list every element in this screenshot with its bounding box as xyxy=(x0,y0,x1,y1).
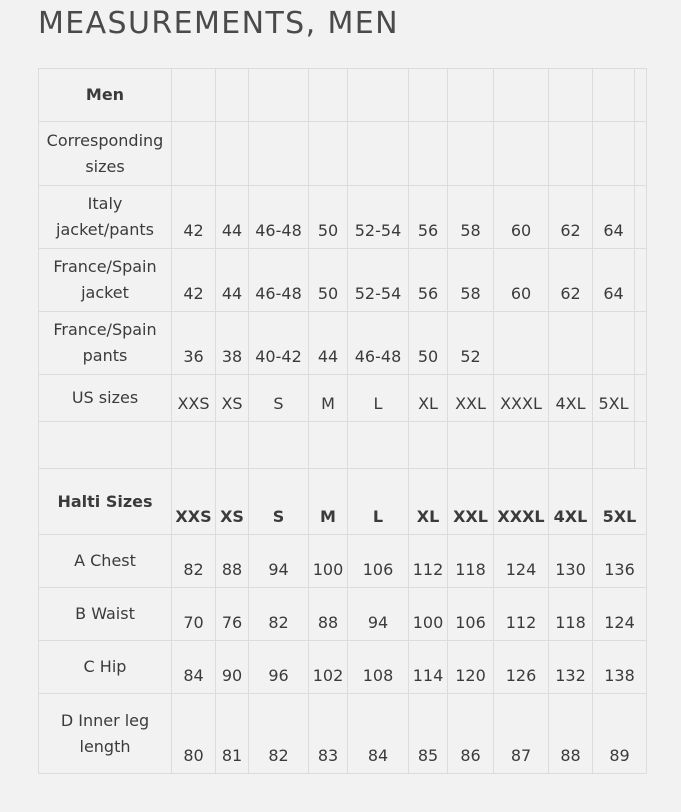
table-cell xyxy=(448,69,494,122)
table-cell: 118 xyxy=(549,588,593,641)
table-cell: 46-48 xyxy=(249,249,309,312)
table-cell xyxy=(635,69,647,122)
table-cell: XXL xyxy=(448,469,494,535)
table-cell: 42 xyxy=(172,249,216,312)
table-cell xyxy=(448,422,494,469)
table-cell: 38 xyxy=(216,312,249,375)
table-cell: 52-54 xyxy=(348,186,409,249)
row-label-text: Italy jacket/pants xyxy=(56,194,154,239)
table-cell xyxy=(494,69,549,122)
table-cell xyxy=(494,312,549,375)
row-label xyxy=(39,422,172,469)
table-cell xyxy=(249,69,309,122)
table-cell: XXL xyxy=(448,375,494,422)
table-cell: 82 xyxy=(249,694,309,774)
table-cell: 88 xyxy=(216,535,249,588)
table-cell xyxy=(494,422,549,469)
row-label-text: France/Spain jacket xyxy=(53,257,157,302)
table-cell: 126 xyxy=(494,641,549,694)
table-cell: 94 xyxy=(348,588,409,641)
table-cell: 70 xyxy=(172,588,216,641)
table-cell: 56 xyxy=(409,249,448,312)
table-cell xyxy=(635,186,647,249)
row-label-text: D Inner leg length xyxy=(60,710,150,756)
row-label-text: France/Spain pants xyxy=(53,320,157,365)
table-cell: 52 xyxy=(448,312,494,375)
row-label-text: Halti Sizes xyxy=(57,491,153,511)
table-cell: 130 xyxy=(549,535,593,588)
table-cell: 42 xyxy=(172,186,216,249)
table-cell: S xyxy=(249,375,309,422)
table-cell: 44 xyxy=(309,312,348,375)
table-cell: XS xyxy=(216,469,249,535)
row-label xyxy=(39,312,172,375)
table-cell: 46-48 xyxy=(348,312,409,375)
table-cell: 40-42 xyxy=(249,312,309,375)
table-cell: S xyxy=(249,469,309,535)
table-cell: 94 xyxy=(249,535,309,588)
row-label-text: Corresponding sizes xyxy=(46,130,164,176)
table-cell xyxy=(549,122,593,186)
table-cell xyxy=(172,422,216,469)
table-row xyxy=(39,186,647,249)
table-cell: 124 xyxy=(593,588,647,641)
table-cell xyxy=(409,69,448,122)
table-cell: 62 xyxy=(549,186,593,249)
table-cell: XL xyxy=(409,469,448,535)
table-cell xyxy=(549,422,593,469)
table-row xyxy=(39,694,647,774)
table-row xyxy=(39,69,647,122)
table-cell xyxy=(409,122,448,186)
size-chart-table xyxy=(38,68,647,774)
table-cell: 4XL xyxy=(549,375,593,422)
row-label xyxy=(39,249,172,312)
table-cell: 96 xyxy=(249,641,309,694)
size-chart-body xyxy=(39,69,647,774)
table-cell xyxy=(494,122,549,186)
table-cell: 89 xyxy=(593,694,647,774)
table-cell: 56 xyxy=(409,186,448,249)
table-row xyxy=(39,469,647,535)
table-cell: 100 xyxy=(409,588,448,641)
table-cell xyxy=(309,69,348,122)
table-cell: XXS xyxy=(172,375,216,422)
table-cell xyxy=(309,122,348,186)
table-cell xyxy=(216,422,249,469)
table-cell: 36 xyxy=(172,312,216,375)
table-cell: 44 xyxy=(216,186,249,249)
table-cell: 60 xyxy=(494,249,549,312)
table-cell: 60 xyxy=(494,186,549,249)
table-row xyxy=(39,312,647,375)
table-cell: 114 xyxy=(409,641,448,694)
table-cell: XS xyxy=(216,375,249,422)
table-cell xyxy=(249,422,309,469)
table-cell: XXXL xyxy=(494,469,549,535)
table-cell xyxy=(249,122,309,186)
table-cell xyxy=(216,122,249,186)
table-cell: 58 xyxy=(448,249,494,312)
row-label xyxy=(39,588,172,641)
table-cell: 88 xyxy=(549,694,593,774)
table-cell: 4XL xyxy=(549,469,593,535)
row-label-text: A Chest xyxy=(74,551,136,570)
table-cell xyxy=(348,122,409,186)
table-cell: 120 xyxy=(448,641,494,694)
table-cell: 81 xyxy=(216,694,249,774)
table-cell: 64 xyxy=(593,249,635,312)
table-cell: 5XL xyxy=(593,375,635,422)
table-row xyxy=(39,122,647,186)
table-cell xyxy=(348,69,409,122)
table-cell xyxy=(172,69,216,122)
table-cell xyxy=(448,122,494,186)
table-cell: 80 xyxy=(172,694,216,774)
table-cell: 138 xyxy=(593,641,647,694)
table-cell: 85 xyxy=(409,694,448,774)
row-label-text: B Waist xyxy=(75,604,135,623)
table-cell: 102 xyxy=(309,641,348,694)
table-cell: 136 xyxy=(593,535,647,588)
row-label-text: Men xyxy=(85,85,125,104)
page-title: MEASUREMENTS, MEN xyxy=(38,6,399,41)
table-cell xyxy=(348,422,409,469)
table-cell: 46-48 xyxy=(249,186,309,249)
table-cell: XXS xyxy=(172,469,216,535)
table-cell xyxy=(593,69,635,122)
table-cell xyxy=(635,422,647,469)
table-cell xyxy=(635,122,647,186)
row-label xyxy=(39,375,172,422)
table-row xyxy=(39,375,647,422)
table-cell: XL xyxy=(409,375,448,422)
table-cell xyxy=(409,422,448,469)
table-cell: 84 xyxy=(348,694,409,774)
table-cell xyxy=(635,312,647,375)
table-cell: 106 xyxy=(448,588,494,641)
table-cell: 50 xyxy=(309,249,348,312)
table-cell xyxy=(549,69,593,122)
table-cell: XXXL xyxy=(494,375,549,422)
table-cell: 76 xyxy=(216,588,249,641)
table-cell xyxy=(549,312,593,375)
table-cell: 108 xyxy=(348,641,409,694)
table-cell xyxy=(635,249,647,312)
table-cell: 90 xyxy=(216,641,249,694)
table-cell: 84 xyxy=(172,641,216,694)
table-cell: 62 xyxy=(549,249,593,312)
table-cell: 58 xyxy=(448,186,494,249)
table-cell: L xyxy=(348,469,409,535)
table-cell: 82 xyxy=(172,535,216,588)
table-cell: 100 xyxy=(309,535,348,588)
table-cell: 50 xyxy=(409,312,448,375)
row-label xyxy=(39,469,172,535)
table-cell xyxy=(593,312,635,375)
table-cell: 87 xyxy=(494,694,549,774)
row-label xyxy=(39,186,172,249)
table-cell: 83 xyxy=(309,694,348,774)
table-cell: 118 xyxy=(448,535,494,588)
row-label xyxy=(39,122,172,186)
table-row xyxy=(39,535,647,588)
row-label-text: C Hip xyxy=(83,657,127,676)
table-cell: L xyxy=(348,375,409,422)
table-row xyxy=(39,249,647,312)
table-cell: 50 xyxy=(309,186,348,249)
row-label xyxy=(39,641,172,694)
table-cell: 132 xyxy=(549,641,593,694)
table-cell: 64 xyxy=(593,186,635,249)
table-cell xyxy=(593,422,635,469)
row-label-text: US sizes xyxy=(71,388,139,407)
table-cell xyxy=(593,122,635,186)
table-cell: 124 xyxy=(494,535,549,588)
row-label xyxy=(39,694,172,774)
table-cell: 52-54 xyxy=(348,249,409,312)
table-cell: M xyxy=(309,469,348,535)
table-cell: 86 xyxy=(448,694,494,774)
table-cell: 5XL xyxy=(593,469,647,535)
table-cell: 112 xyxy=(494,588,549,641)
table-cell xyxy=(216,69,249,122)
row-label xyxy=(39,535,172,588)
table-cell: 106 xyxy=(348,535,409,588)
table-row xyxy=(39,641,647,694)
row-label xyxy=(39,69,172,122)
table-cell: M xyxy=(309,375,348,422)
table-cell xyxy=(172,122,216,186)
table-cell xyxy=(309,422,348,469)
table-row xyxy=(39,422,647,469)
table-cell: 88 xyxy=(309,588,348,641)
table-cell: 44 xyxy=(216,249,249,312)
table-row xyxy=(39,588,647,641)
table-cell xyxy=(635,375,647,422)
table-cell: 112 xyxy=(409,535,448,588)
table-cell: 82 xyxy=(249,588,309,641)
